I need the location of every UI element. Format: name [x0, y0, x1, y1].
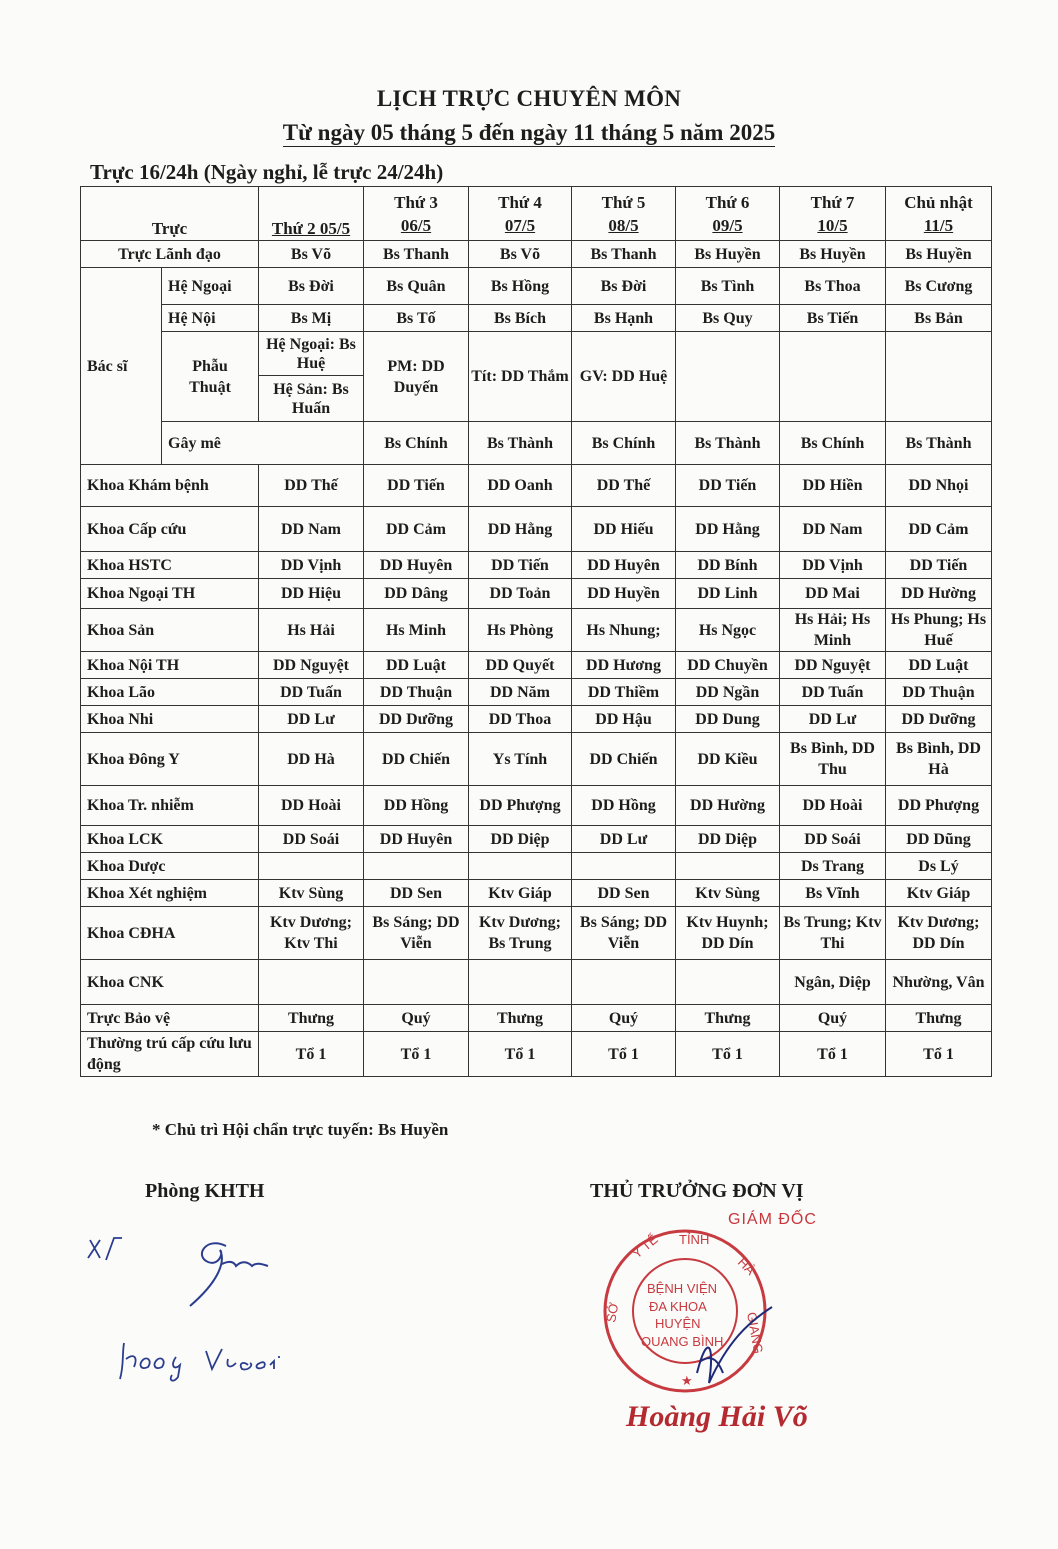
cell: DD Hương	[572, 652, 676, 679]
cell: DD Vịnh	[259, 552, 364, 579]
table-row	[81, 907, 992, 960]
cell: DD Thế	[572, 465, 676, 507]
cell: DD Sen	[572, 880, 676, 907]
table-row	[81, 652, 992, 679]
header-day: Thứ 2 05/5	[259, 187, 364, 241]
cell: Bs Võ	[469, 241, 572, 268]
cell: Bs Hồng	[469, 268, 572, 305]
cell: Bs Chính	[780, 422, 886, 465]
cell: Tổ 1	[469, 1032, 572, 1077]
cell: Bs Chính	[364, 422, 469, 465]
row-label: Khoa Dược	[81, 853, 259, 880]
table-row	[81, 507, 992, 552]
cell: DD Thuận	[886, 679, 992, 706]
cell: DD Dũng	[886, 826, 992, 853]
cell: DD Hiệu	[259, 579, 364, 609]
cell: Tổ 1	[572, 1032, 676, 1077]
cell: DD Tiến	[886, 552, 992, 579]
cell: Nhường, Vân	[886, 960, 992, 1005]
cell: Bs Sáng; DD Viễn	[572, 907, 676, 960]
cell: DD Phượng	[469, 786, 572, 826]
surgery-cell-bottom: Hệ Sản: Bs Huấn	[259, 376, 364, 422]
cell: Bs Huyền	[886, 241, 992, 268]
cell: Hs Minh	[364, 609, 469, 652]
cell	[469, 853, 572, 880]
svg-text:★: ★	[681, 1373, 693, 1388]
cell: DD Soái	[780, 826, 886, 853]
cell: DD Hường	[676, 786, 780, 826]
cell: DD Thoa	[469, 706, 572, 733]
cell: Quý	[572, 1005, 676, 1032]
row-label: Khoa Xét nghiệm	[81, 880, 259, 907]
cell: Tổ 1	[364, 1032, 469, 1077]
handwriting	[118, 1335, 348, 1385]
row-label: Khoa HSTC	[81, 552, 259, 579]
cell: Thưng	[676, 1005, 780, 1032]
director-label: GIÁM ĐỐC	[728, 1211, 817, 1228]
cell: DD Mai	[780, 579, 886, 609]
cell: Bs Mị	[259, 305, 364, 332]
cell: Bs Thanh	[572, 241, 676, 268]
cell: GV: DD Huệ	[572, 332, 676, 422]
cell: PM: DD Duyến	[364, 332, 469, 422]
cell: Thưng	[469, 1005, 572, 1032]
cell: Bs Cương	[886, 268, 992, 305]
cell: DD Nam	[259, 507, 364, 552]
cell: DD Thuận	[364, 679, 469, 706]
cell: DD Linh	[676, 579, 780, 609]
cell: Bs Tiến	[780, 305, 886, 332]
cell: Hs Nhung;	[572, 609, 676, 652]
cell	[572, 853, 676, 880]
handwritten-signature	[86, 1232, 286, 1322]
cell: DD Nhọi	[886, 465, 992, 507]
table-row	[81, 786, 992, 826]
cell: Ktv Sùng	[259, 880, 364, 907]
left-signature-title: Phòng KHTH	[145, 1180, 265, 1202]
cell: DD Hậu	[572, 706, 676, 733]
sub-label: Phẫu Thuật	[162, 332, 259, 422]
director-name: Hoàng Hải Võ	[626, 1400, 808, 1433]
sub-label: Hệ Ngoại	[162, 268, 259, 305]
sub-label: Hệ Nội	[162, 305, 259, 332]
cell: Hs Hải	[259, 609, 364, 652]
cell: Ktv Huynh; DD Dín	[676, 907, 780, 960]
cell: DD Huyên	[364, 552, 469, 579]
cell: DD Hiếu	[572, 507, 676, 552]
cell: DD Tiến	[676, 465, 780, 507]
row-label: Khoa Cấp cứu	[81, 507, 259, 552]
table-row	[81, 853, 992, 880]
cell: DD Quyết	[469, 652, 572, 679]
header-day: Chủ nhật 11/5	[886, 187, 992, 241]
cell: DD Cảm	[886, 507, 992, 552]
cell: DD Lư	[780, 706, 886, 733]
table-row	[81, 733, 992, 786]
row-label: Khoa CĐHA	[81, 907, 259, 960]
svg-text:GIANG: GIANG	[744, 1310, 767, 1355]
cell: DD Năm	[469, 679, 572, 706]
leader-row	[81, 241, 992, 268]
cell: DD Hường	[886, 579, 992, 609]
cell: DD Bính	[676, 552, 780, 579]
cell: DD Hiền	[780, 465, 886, 507]
cell: Ds Lý	[886, 853, 992, 880]
cell: Bs Huyền	[676, 241, 780, 268]
cell: DD Chiến	[364, 733, 469, 786]
row-label: Khoa CNK	[81, 960, 259, 1005]
cell: Hs Ngọc	[676, 609, 780, 652]
cell: Bs Thành	[676, 422, 780, 465]
cell: Tổ 1	[886, 1032, 992, 1077]
table-row	[81, 552, 992, 579]
cell	[572, 960, 676, 1005]
header-label: Trực	[81, 187, 259, 241]
table-row	[81, 706, 992, 733]
cell: Hs Phòng	[469, 609, 572, 652]
cell: DD Vịnh	[780, 552, 886, 579]
cell	[469, 960, 572, 1005]
table-row	[81, 826, 992, 853]
cell: DD Dâng	[364, 579, 469, 609]
cell: Bs Huyền	[780, 241, 886, 268]
header-row	[81, 187, 992, 241]
cell: Bs Bình, DD Thu	[780, 733, 886, 786]
cell: Tít: DD Thắm	[469, 332, 572, 422]
cell: Bs Trung; Ktv Thi	[780, 907, 886, 960]
row-label: Khoa Đông Y	[81, 733, 259, 786]
svg-text:Y TẾ: Y TẾ	[629, 1231, 661, 1262]
row-label: Khoa Nhi	[81, 706, 259, 733]
header-day: Thứ 5 08/5	[572, 187, 676, 241]
header-day: Thứ 7 10/5	[780, 187, 886, 241]
shift-note: Trực 16/24h (Ngày nghỉ, lễ trực 24/24h)	[90, 160, 444, 184]
row-label: Trực Lãnh đạo	[81, 241, 259, 268]
row-label: Khoa LCK	[81, 826, 259, 853]
header-day: Thứ 3 06/5	[364, 187, 469, 241]
cell: DD Dưỡng	[886, 706, 992, 733]
page-subtitle: Từ ngày 05 tháng 5 đến ngày 11 tháng 5 năm 2025	[282, 120, 776, 145]
cell	[259, 960, 364, 1005]
cell: DD Dưỡng	[364, 706, 469, 733]
cell: Ktv Sùng	[676, 880, 780, 907]
cell: Ys Tính	[469, 733, 572, 786]
cell: Bs Quân	[364, 268, 469, 305]
cell: Thưng	[886, 1005, 992, 1032]
row-label: Khoa Nội TH	[81, 652, 259, 679]
svg-text:SỞ: SỞ	[603, 1301, 622, 1324]
cell: DD Huyền	[572, 579, 676, 609]
cell: DD Luật	[364, 652, 469, 679]
cell: Bs Thành	[469, 422, 572, 465]
official-stamp	[597, 1223, 777, 1403]
cell: Ktv Dương; DD Dín	[886, 907, 992, 960]
header-day: Thứ 6 09/5	[676, 187, 780, 241]
cell: DD Tuấn	[780, 679, 886, 706]
cell: Ngân, Diệp	[780, 960, 886, 1005]
cell: Bs Vĩnh	[780, 880, 886, 907]
cell: Bs Thanh	[364, 241, 469, 268]
row-label: Gây mê	[162, 422, 364, 465]
cell: DD Lư	[572, 826, 676, 853]
cell: DD Chiến	[572, 733, 676, 786]
cell: Hs Phung; Hs Huế	[886, 609, 992, 652]
row-label: Trực Bảo vệ	[81, 1005, 259, 1032]
cell: Tổ 1	[676, 1032, 780, 1077]
cell	[364, 853, 469, 880]
cell	[780, 332, 886, 422]
cell: Bs Chính	[572, 422, 676, 465]
cell: Tổ 1	[259, 1032, 364, 1077]
svg-text:QUANG BÌNH: QUANG BÌNH	[641, 1334, 724, 1349]
cell: Hs Hải; Hs Minh	[780, 609, 886, 652]
cell: DD Nguyệt	[259, 652, 364, 679]
cell: Bs Thành	[886, 422, 992, 465]
table-row	[81, 1032, 992, 1077]
cell	[676, 853, 780, 880]
row-label: Khoa Tr. nhiễm	[81, 786, 259, 826]
cell: DD Thế	[259, 465, 364, 507]
svg-text:HUYỆN: HUYỆN	[655, 1316, 701, 1331]
table-row	[81, 609, 992, 652]
cell	[259, 853, 364, 880]
cell: DD Diệp	[469, 826, 572, 853]
cell: DD Kiều	[676, 733, 780, 786]
table-row	[81, 1005, 992, 1032]
cell: Thưng	[259, 1005, 364, 1032]
row-label: Thường trú cấp cứu lưu động	[81, 1032, 259, 1077]
page-title: LỊCH TRỰC CHUYÊN MÔN	[376, 86, 682, 111]
cell: DD Hồng	[364, 786, 469, 826]
cell: Bs Đời	[259, 268, 364, 305]
cell	[676, 960, 780, 1005]
cell	[886, 332, 992, 422]
cell: DD Hằng	[676, 507, 780, 552]
row-label: Khoa Lão	[81, 679, 259, 706]
table-row	[81, 465, 992, 507]
table-row	[81, 579, 992, 609]
cell: DD Huyên	[572, 552, 676, 579]
row-label: Khoa Sản	[81, 609, 259, 652]
cell: Ds Trang	[780, 853, 886, 880]
cell: Bs Thoa	[780, 268, 886, 305]
cell: DD Nguyệt	[780, 652, 886, 679]
doctor-ngoai-row	[81, 268, 992, 305]
cell: DD Thiềm	[572, 679, 676, 706]
cell: DD Diệp	[676, 826, 780, 853]
cell: Bs Võ	[259, 241, 364, 268]
row-label: Khoa Ngoại TH	[81, 579, 259, 609]
cell: DD Cảm	[364, 507, 469, 552]
surgery-cell-top: Hệ Ngoại: Bs Huệ	[259, 332, 364, 376]
cell: Quý	[780, 1005, 886, 1032]
cell: DD Hà	[259, 733, 364, 786]
cell: DD Toản	[469, 579, 572, 609]
cell: DD Soái	[259, 826, 364, 853]
cell: Bs Đời	[572, 268, 676, 305]
cell: DD Luật	[886, 652, 992, 679]
table-row	[81, 960, 992, 1005]
cell: DD Nam	[780, 507, 886, 552]
cell: DD Phượng	[886, 786, 992, 826]
doctors-label: Bác sĩ	[81, 268, 162, 465]
cell	[364, 960, 469, 1005]
cell: Bs Bản	[886, 305, 992, 332]
cell: DD Lư	[259, 706, 364, 733]
cell: Ktv Giáp	[886, 880, 992, 907]
cell: Bs Tố	[364, 305, 469, 332]
row-label: Khoa Khám bệnh	[81, 465, 259, 507]
cell: DD Hoài	[259, 786, 364, 826]
cell: Bs Quy	[676, 305, 780, 332]
table-row	[81, 880, 992, 907]
cell: DD Tiến	[364, 465, 469, 507]
svg-text:BỆNH VIỆN: BỆNH VIỆN	[647, 1281, 718, 1296]
surgery-row	[81, 332, 992, 376]
cell: Bs Bích	[469, 305, 572, 332]
cell: DD Hồng	[572, 786, 676, 826]
svg-text:TỈNH: TỈNH	[679, 1232, 710, 1247]
cell: DD Huyên	[364, 826, 469, 853]
cell: DD Tuấn	[259, 679, 364, 706]
cell: Bs Bình, DD Hà	[886, 733, 992, 786]
cell: Bs Hạnh	[572, 305, 676, 332]
doctor-noi-row	[81, 305, 992, 332]
cell: Quý	[364, 1005, 469, 1032]
cell: DD Hoài	[780, 786, 886, 826]
header-day: Thứ 4 07/5	[469, 187, 572, 241]
cell: Tổ 1	[780, 1032, 886, 1077]
cell: DD Chuyền	[676, 652, 780, 679]
cell: DD Hằng	[469, 507, 572, 552]
cell: Bs Sáng; DD Viễn	[364, 907, 469, 960]
svg-text:ĐA KHOA: ĐA KHOA	[649, 1299, 707, 1314]
cell: DD Sen	[364, 880, 469, 907]
schedule-table	[80, 186, 992, 1077]
cell	[676, 332, 780, 422]
table-row	[81, 679, 992, 706]
cell: DD Oanh	[469, 465, 572, 507]
cell: DD Tiến	[469, 552, 572, 579]
right-signature-title: THỦ TRƯỞNG ĐƠN VỊ	[590, 1180, 804, 1202]
cell: Ktv Dương; Bs Trung	[469, 907, 572, 960]
cell: Ktv Dương; Ktv Thi	[259, 907, 364, 960]
table-row	[81, 422, 992, 465]
cell: DD Ngần	[676, 679, 780, 706]
footnote: * Chủ trì Hội chẩn trực tuyến: Bs Huyền	[152, 1120, 449, 1139]
cell: Ktv Giáp	[469, 880, 572, 907]
cell: DD Dung	[676, 706, 780, 733]
cell: Bs Tình	[676, 268, 780, 305]
svg-text:HÀ: HÀ	[734, 1254, 759, 1278]
